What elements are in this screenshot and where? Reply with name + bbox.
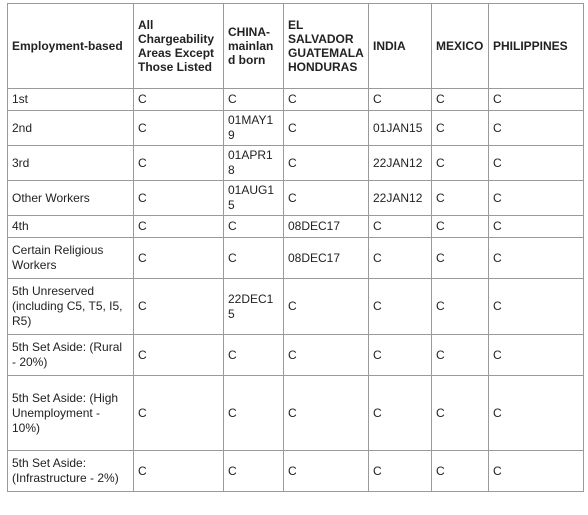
header-india: INDIA <box>369 4 432 89</box>
table-row <box>8 146 584 181</box>
row-label: Certain Religious Workers <box>8 238 134 279</box>
table-cell: C <box>284 376 369 451</box>
header-philippines: PHILIPPINES <box>489 4 584 89</box>
table-cell: C <box>489 279 584 335</box>
table-cell: C <box>432 111 489 146</box>
table-row <box>8 335 584 376</box>
table-cell: C <box>489 89 584 111</box>
table-cell: C <box>134 181 224 216</box>
table-cell: C <box>432 238 489 279</box>
row-label: 2nd <box>8 111 134 146</box>
table-cell: C <box>489 146 584 181</box>
table-cell: C <box>134 89 224 111</box>
table-cell: 01JAN15 <box>369 111 432 146</box>
table-cell: C <box>369 376 432 451</box>
table-cell: C <box>489 335 584 376</box>
visa-bulletin-table <box>7 3 584 492</box>
table-row <box>8 376 584 451</box>
table-cell: 22JAN12 <box>369 181 432 216</box>
table-cell: C <box>489 376 584 451</box>
row-label: 5th Unreserved (including C5, T5, I5, R5) <box>8 279 134 335</box>
table-row <box>8 216 584 238</box>
header-el-salvador: EL SALVADOR GUATEMALA HONDURAS <box>284 4 369 89</box>
table-cell: C <box>224 335 284 376</box>
row-label: 4th <box>8 216 134 238</box>
table-cell: C <box>489 181 584 216</box>
table-cell: C <box>284 111 369 146</box>
table-cell: C <box>284 451 369 492</box>
table-cell: C <box>134 279 224 335</box>
table-cell: C <box>369 279 432 335</box>
table-cell: C <box>489 216 584 238</box>
table-cell: C <box>432 181 489 216</box>
table-cell: C <box>134 238 224 279</box>
table-cell: C <box>369 89 432 111</box>
table-cell: C <box>369 216 432 238</box>
table-cell: C <box>224 376 284 451</box>
header-row <box>8 4 584 89</box>
table-cell: 22JAN12 <box>369 146 432 181</box>
table-row <box>8 181 584 216</box>
table-cell: C <box>134 376 224 451</box>
header-all-chargeability: All Chargeability Areas Except Those Listed <box>134 4 224 89</box>
table-cell: 22DEC15 <box>224 279 284 335</box>
table-cell: C <box>134 216 224 238</box>
row-label: 5th Set Aside: (Infrastructure - 2%) <box>8 451 134 492</box>
header-china: CHINA-mainland born <box>224 4 284 89</box>
table-cell: C <box>224 238 284 279</box>
table-row <box>8 89 584 111</box>
table-cell: C <box>284 335 369 376</box>
table-cell: C <box>432 376 489 451</box>
table-cell: C <box>284 89 369 111</box>
row-label: 5th Set Aside: (Rural - 20%) <box>8 335 134 376</box>
table-cell: 08DEC17 <box>284 238 369 279</box>
table-cell: C <box>369 451 432 492</box>
table-cell: C <box>284 279 369 335</box>
table-cell: C <box>489 451 584 492</box>
header-mexico: MEXICO <box>432 4 489 89</box>
table-cell: C <box>224 451 284 492</box>
table-cell: C <box>224 89 284 111</box>
table-cell: C <box>489 238 584 279</box>
table-cell: C <box>432 335 489 376</box>
table-cell: C <box>432 89 489 111</box>
table-row <box>8 238 584 279</box>
header-employment-based: Employment-based <box>8 4 134 89</box>
table-cell: C <box>224 216 284 238</box>
table-cell: 08DEC17 <box>284 216 369 238</box>
table-cell: 01APR18 <box>224 146 284 181</box>
table-cell: C <box>432 279 489 335</box>
table-cell: C <box>432 146 489 181</box>
table-cell: C <box>369 335 432 376</box>
row-label: 5th Set Aside: (High Unemployment - 10%) <box>8 376 134 451</box>
table-cell: C <box>284 146 369 181</box>
table-cell: 01MAY19 <box>224 111 284 146</box>
table-cell: 01AUG15 <box>224 181 284 216</box>
table-cell: C <box>432 451 489 492</box>
table-cell: C <box>489 111 584 146</box>
table-row <box>8 451 584 492</box>
visa-bulletin-table-container <box>7 3 583 492</box>
table-cell: C <box>432 216 489 238</box>
table-cell: C <box>284 181 369 216</box>
table-row <box>8 111 584 146</box>
row-label: 3rd <box>8 146 134 181</box>
row-label: 1st <box>8 89 134 111</box>
row-label: Other Workers <box>8 181 134 216</box>
table-cell: C <box>134 111 224 146</box>
table-cell: C <box>134 146 224 181</box>
table-cell: C <box>134 451 224 492</box>
table-cell: C <box>369 238 432 279</box>
table-row <box>8 279 584 335</box>
table-cell: C <box>134 335 224 376</box>
